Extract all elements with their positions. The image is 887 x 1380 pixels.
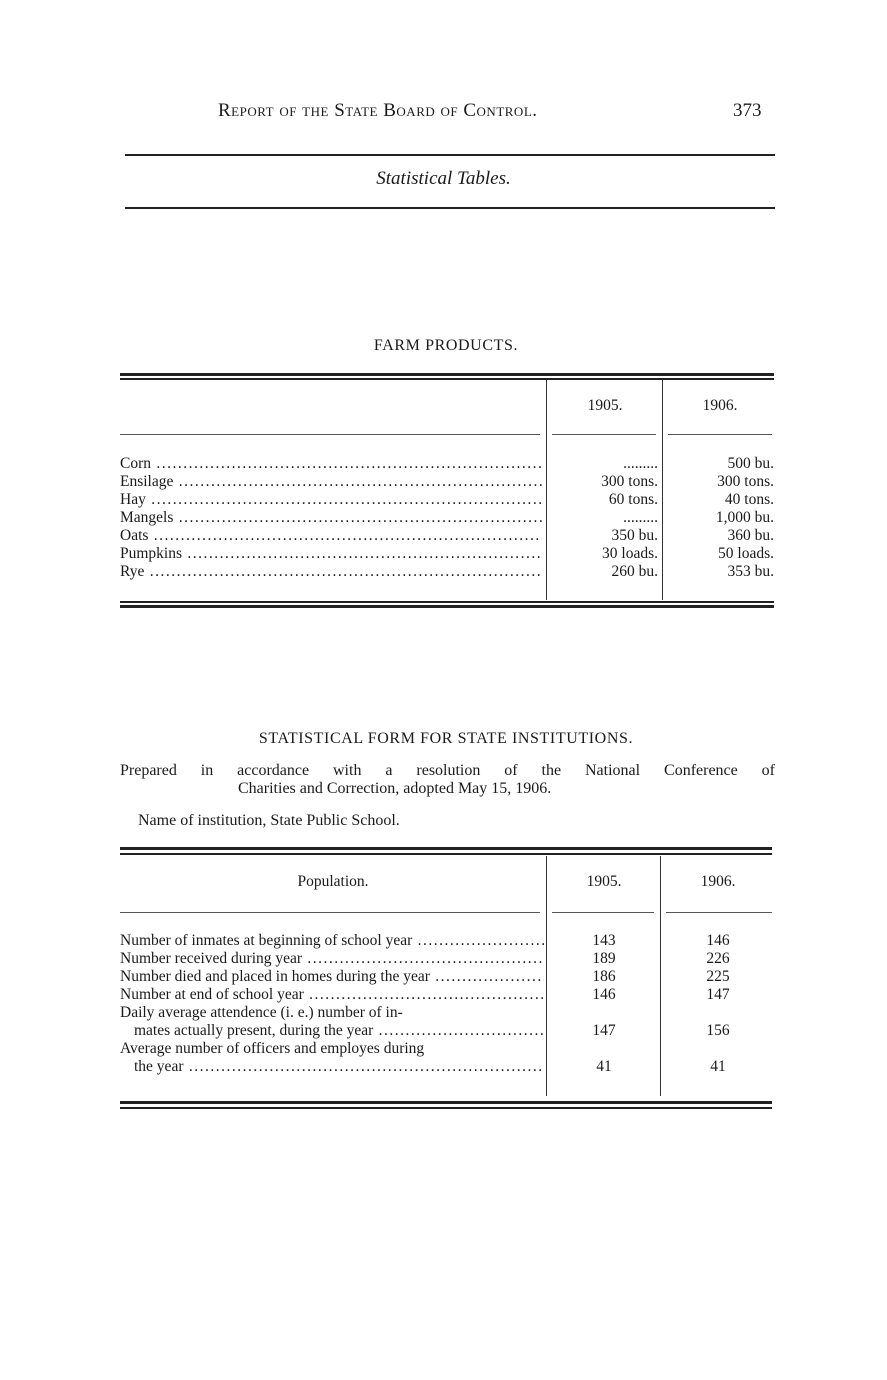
pop-header-underline-1906 (666, 912, 772, 913)
section-title: Statistical Tables. (376, 168, 511, 189)
table-row (120, 491, 774, 509)
farm-table-top-rule-2 (120, 378, 774, 380)
row-label: Number received during year ..... (120, 950, 544, 968)
farm-col-1906: 1906. (702, 397, 738, 414)
farm-col-1905: 1905. (587, 397, 623, 414)
table-row (120, 1058, 772, 1076)
row-label: Oats ..... (120, 527, 542, 545)
statistical-form-title: STATISTICAL FORM FOR STATE INSTITUTIONS. (258, 730, 634, 747)
cell-1906: 147 (706, 986, 730, 1003)
cell-1906: 146 (706, 932, 730, 949)
cell-1906: 156 (706, 1022, 730, 1039)
cell-1905: 260 bu. (611, 563, 658, 580)
section-rule (125, 207, 775, 209)
cell-1905: 146 (592, 986, 616, 1003)
table-row (120, 509, 774, 527)
table-row (120, 563, 774, 581)
row-label-line1: Daily average attendence (i. e.) number of in- (120, 1004, 403, 1021)
row-label: Number died and placed in homes during the year ..... (120, 968, 544, 986)
pop-table-top-rule (120, 847, 772, 850)
page-number: 373 (733, 100, 762, 121)
table-row (120, 455, 774, 473)
cell-1905: 350 bu. (611, 527, 658, 544)
cell-1906: 1,000 bu. (715, 509, 774, 526)
table-row (120, 527, 774, 545)
pop-header-underline-1905 (552, 912, 654, 913)
cell-1906: 40 tons. (724, 491, 774, 508)
pop-table-top-rule-2 (120, 853, 772, 855)
cell-1905: 143 (592, 932, 616, 949)
prepared-line-1: Prepared in accordance with a resolution of the National Conference of (120, 762, 775, 779)
cell-1905: 60 tons. (608, 491, 658, 508)
row-label: Corn ..... (120, 455, 542, 473)
pop-col-1906: 1906. (700, 873, 736, 890)
cell-1906: 226 (706, 950, 730, 967)
cell-1905: 186 (592, 968, 616, 985)
row-label: Pumpkins ..... (120, 545, 542, 563)
row-label: the year ..... (120, 1058, 544, 1076)
cell-1906: 300 tons. (717, 473, 774, 490)
cell-1906: 225 (706, 968, 730, 985)
pop-header-underline (120, 912, 540, 913)
farm-table-bottom-rule (120, 601, 774, 603)
running-head: Report of the State Board of Control. (218, 100, 538, 121)
cell-1905: 300 tons. (601, 473, 658, 490)
cell-1905: 189 (592, 950, 616, 967)
institution-name: Name of institution, State Public School. (138, 812, 400, 829)
cell-1906: 360 bu. (727, 527, 774, 544)
farm-header-underline-1906 (668, 434, 772, 435)
farm-header-underline (120, 434, 540, 435)
cell-1906: 41 (710, 1058, 726, 1075)
header-rule (125, 154, 775, 156)
table-row (120, 1022, 772, 1040)
row-label: Hay ..... (120, 491, 542, 509)
cell-1905: 30 loads. (602, 545, 658, 562)
table-row (120, 950, 772, 968)
cell-1906: 353 bu. (727, 563, 774, 580)
farm-header-underline-1905 (552, 434, 656, 435)
cell-1905: 147 (592, 1022, 616, 1039)
table-row (120, 473, 774, 491)
row-label: Number at end of school year ..... (120, 986, 544, 1004)
farm-products-title: FARM PRODUCTS. (373, 337, 519, 354)
table-row (120, 932, 772, 950)
farm-table-top-rule (120, 373, 774, 376)
cell-1906: 500 bu. (727, 455, 774, 472)
cell-1905: ......... (623, 509, 658, 526)
row-label: Mangels ..... (120, 509, 542, 527)
prepared-line-2: Charities and Correction, adopted May 15, 1906. (238, 780, 552, 797)
pop-col-1905: 1905. (586, 873, 622, 890)
row-label: mates actually present, during the year ..... (120, 1022, 544, 1040)
row-label: Ensilage ..... (120, 473, 542, 491)
table-row (120, 986, 772, 1004)
cell-1905: 41 (596, 1058, 612, 1075)
row-label: Number of inmates at beginning of school year ..... (120, 932, 544, 950)
row-label: Rye ..... (120, 563, 542, 581)
table-row (120, 968, 772, 986)
cell-1905: ......... (623, 455, 658, 472)
row-label-line1: Average number of officers and employes during (120, 1040, 425, 1057)
pop-header: Population. (297, 873, 369, 890)
pop-table-bottom-rule-2 (120, 1107, 772, 1109)
table-row (120, 545, 774, 563)
farm-table-bottom-rule-2 (120, 605, 774, 608)
pop-table-bottom-rule (120, 1101, 772, 1104)
cell-1906: 50 loads. (718, 545, 774, 562)
